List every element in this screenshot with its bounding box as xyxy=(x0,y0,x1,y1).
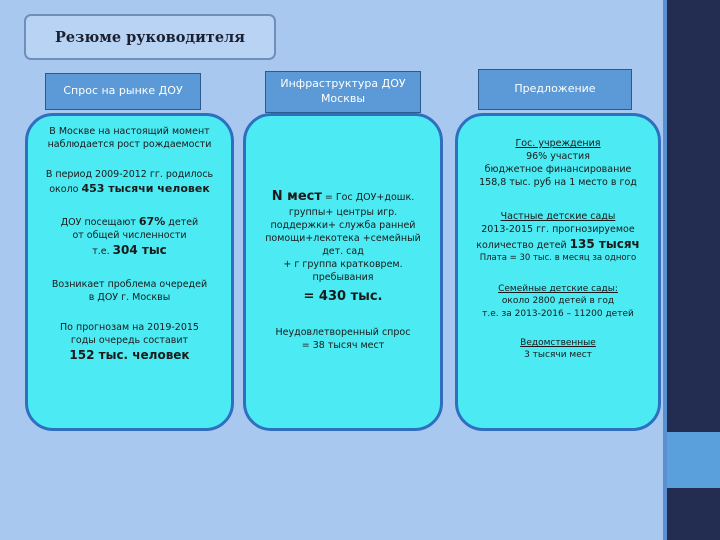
header-infrastructure xyxy=(265,71,421,113)
demand-queue-problem xyxy=(28,278,231,304)
demand-births-value: 453 тысячи человек xyxy=(81,182,210,196)
demand-queue-value: 152 тыс. человек xyxy=(69,348,190,363)
supply-private xyxy=(458,210,658,264)
demand-p3-text-a: ДОУ посещают xyxy=(60,217,136,228)
supply-panel xyxy=(455,113,661,431)
supply-departmental xyxy=(458,337,658,362)
demand-p3-text-c: детей xyxy=(168,217,199,228)
demand-p3-line3 xyxy=(28,242,231,259)
infra-unmet-demand xyxy=(246,326,440,352)
infra-line5: дет. сад xyxy=(322,246,364,258)
infra-n-places: N мест xyxy=(271,189,322,204)
header-supply xyxy=(478,69,632,110)
header-infra-line1: Инфраструктура ДОУ xyxy=(280,77,406,91)
demand-births xyxy=(28,168,231,196)
infra-unmet-line1: Неудовлетворенный спрос xyxy=(275,327,411,338)
infra-line4: помощи+лекотека +семейный xyxy=(265,233,421,245)
supply-private-title: Частные детские сады xyxy=(500,211,616,222)
demand-p1-line2: наблюдается рост рождаемости xyxy=(47,139,212,151)
demand-attendance-percent: 67% xyxy=(138,215,166,228)
demand-p4-line2: в ДОУ г. Москвы xyxy=(88,292,171,304)
infra-capacity-formula xyxy=(246,188,440,306)
demand-p3-line1 xyxy=(28,214,231,229)
right-blue-block xyxy=(667,432,720,488)
infrastructure-panel xyxy=(243,113,443,431)
infra-line6: + г группа кратковрем. xyxy=(283,259,403,271)
demand-p1-line1: В Москве на настоящий момент xyxy=(49,126,210,137)
infra-line7: пребывания xyxy=(312,272,374,284)
demand-p5-line1: По прогнозам на 2019-2015 xyxy=(60,322,199,333)
header-demand xyxy=(45,73,201,110)
demand-p2-line1: В период 2009-2012 гг. родилось xyxy=(45,169,214,180)
demand-attendance xyxy=(28,214,231,259)
supply-departmental-line2: 3 тысячи мест xyxy=(524,350,592,361)
demand-p5-line2: годы очередь составит xyxy=(70,335,189,347)
demand-p3-line2: от общей численности xyxy=(72,230,187,242)
demand-panel xyxy=(25,113,234,431)
supply-departmental-title: Ведомственные xyxy=(520,338,596,348)
header-supply-label: Предложение xyxy=(514,82,596,96)
supply-private-text: количество детей xyxy=(476,240,567,252)
infra-line3: поддержки+ служба ранней xyxy=(270,220,416,232)
header-infra-line2: Москвы xyxy=(320,92,366,105)
demand-p2-text: около xyxy=(49,184,79,196)
supply-private-value: 135 тысяч xyxy=(569,237,640,252)
infra-total-value: = 430 тыс. xyxy=(303,288,383,304)
infra-unmet-line2: = 38 тысяч мест xyxy=(301,340,385,352)
infra-line1-text: = Гос ДОУ+дошк. xyxy=(324,192,415,203)
supply-state-line4: 158,8 тыс. руб на 1 место в год xyxy=(479,177,637,189)
slide-title: Резюме руководителя xyxy=(24,14,276,60)
supply-private-line3 xyxy=(458,236,658,253)
supply-state-line3: бюджетное финансирование xyxy=(484,164,632,176)
supply-family-title: Семейные детские сады: xyxy=(498,284,618,294)
demand-attendance-value: 304 тыс xyxy=(112,243,167,258)
demand-birth-trend xyxy=(28,125,231,151)
supply-family xyxy=(458,283,658,320)
header-demand-label: Спрос на рынке ДОУ xyxy=(63,84,183,98)
supply-private-line4: Плата = 30 тыс. в месяц за одного xyxy=(479,252,637,263)
infra-line2: группы+ центры игр. xyxy=(288,206,398,218)
supply-state-line2: 96% участия xyxy=(526,151,590,163)
demand-p3-ie: т.е. xyxy=(92,246,110,258)
supply-state-title: Гос. учреждения xyxy=(515,138,601,149)
demand-p2-line2 xyxy=(28,181,231,196)
demand-queue-forecast xyxy=(28,321,231,364)
supply-family-line2: около 2800 детей в год xyxy=(501,296,615,307)
supply-private-line2: 2013-2015 гг. прогнозируемое xyxy=(481,224,635,236)
supply-family-line3: т.е. за 2013-2016 – 11200 детей xyxy=(482,308,634,319)
demand-p4-line1: Возникает проблема очередей xyxy=(51,279,208,290)
supply-state xyxy=(458,137,658,189)
infra-line1 xyxy=(246,188,440,206)
